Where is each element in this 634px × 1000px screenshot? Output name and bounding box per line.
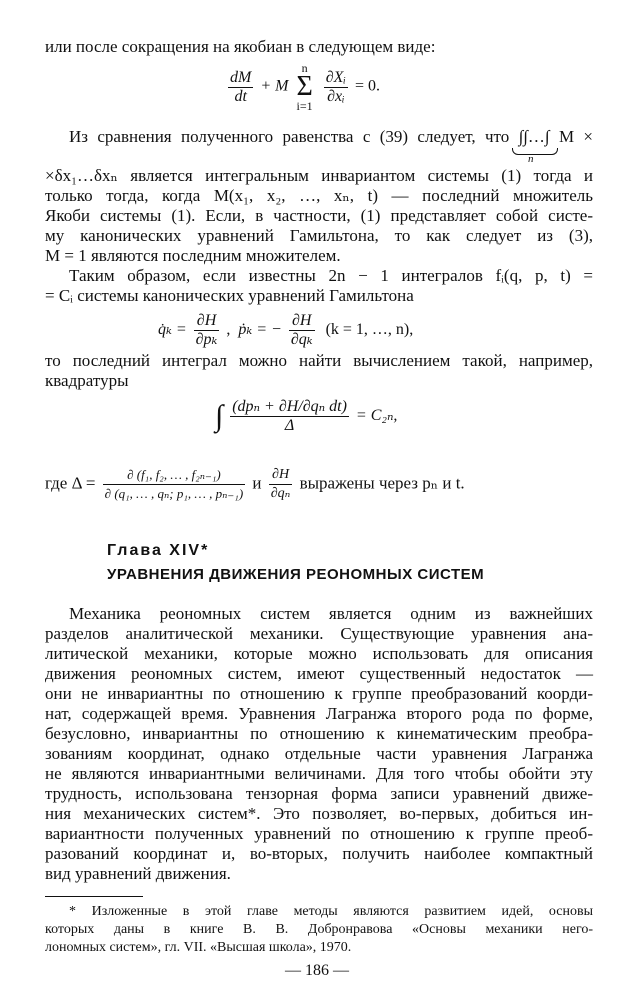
footnote-line: которых даны в книге В. В. Добронравова «Основы механики него- (45, 922, 593, 937)
brace-label: n (528, 153, 534, 165)
footnote-line: лономных систем», гл. VII. «Высшая школа», 1970. (45, 940, 352, 955)
text-line: нат, содержащей время. Уравнения Лагранжа второго рода по форме, (45, 704, 593, 723)
eq-term: ṗₖ = − (238, 321, 282, 339)
footnote-rule (45, 896, 143, 897)
eq-term: где Δ = (45, 473, 96, 493)
footnote-line: * Изложенные в этой главе методы являются развитием идей, основы (69, 904, 593, 919)
text-line: ния механических систем*. Это позволяет, во-первых, добиться ин- (45, 804, 593, 823)
text-line: Из сравнения полученного равенства с (39) следует, что ∫∫…∫ M × (69, 127, 593, 146)
equation-2 (158, 312, 413, 349)
text-line: вид уравнений движения. (45, 864, 231, 883)
equation-3 (215, 398, 397, 435)
text-line: разделов аналитической механики. Существующие уравнения ана- (45, 624, 593, 643)
eq-rhs: = 0. (354, 77, 380, 95)
chapter-label: Глава XIV* (107, 542, 210, 559)
eq-term: и (252, 473, 262, 493)
text-line: Механика реономных систем является одним из важнейших (69, 604, 593, 623)
text-line: зованиям координат, однако отдельные части уравнения Лагранжа (45, 744, 593, 763)
equation-4 (45, 466, 465, 503)
fraction: $\frac{\text{∂Xᵢ}}{\text{∂xᵢ}}$ (325, 68, 346, 105)
text-line: Якоби системы (1). Если, в частности, (1) представляет собой систе- (45, 206, 593, 225)
text-line: му канонических уравнений Гамильтона, то как следует из (3), (45, 226, 593, 245)
fraction: $\frac{\text{(dpₙ + ∂H/∂qₙ dt)}}{\Delta}$ (232, 398, 347, 434)
text-line: M = 1 являются последним множителем. (45, 246, 341, 265)
text-line: трудность, использована тензорная форма записи уравнений движе- (45, 784, 593, 803)
text-line: то последний интеграл можно найти вычислением такой, например, (45, 351, 593, 370)
text-line: не являются инвариантными величинами. Для того чтобы обойти эту (45, 764, 593, 783)
eq-term: выражены через pₙ и t. (299, 473, 465, 493)
eq-rhs: = C₂ₙ, (355, 407, 398, 425)
fraction: $\frac{\partial H}{\text{∂qₖ}}$ (290, 312, 313, 348)
text-line: Таким образом, если известны 2n − 1 интегралов fᵢ(q, p, t) = (69, 266, 593, 285)
fraction: $\frac{\partial H}{\text{∂pₖ}}$ (195, 312, 218, 348)
text-line: безусловно, инвариантны по отношению к кинематическим преобра- (45, 724, 593, 743)
text-line: = Cᵢ системы канонических уравнений Гамильтона (45, 286, 414, 305)
fraction: $\frac{\partial H}{\text{∂qₙ}}$ (270, 467, 291, 501)
fraction: $\frac{\text{∂ (f₁, f₂, … , f₂ₙ₋₁)}}{\text{∂ (q₁, … , qₙ; p₁, … , pₙ₋₁)}}$ (104, 467, 244, 501)
text-line: литической механики, которые можно использовать для описания (45, 644, 593, 663)
eq-term: q̇ₖ = (158, 321, 187, 339)
chapter-title: УРАВНЕНИЯ ДВИЖЕНИЯ РЕОНОМНЫХ СИСТЕМ (107, 566, 485, 583)
eq-term: (k = 1, …, n), (325, 321, 414, 339)
text-line: или после сокращения на якобиан в следующем виде: (45, 37, 436, 56)
fraction: $\frac{dM}{dt}$ (230, 68, 252, 105)
eq-sep: , (226, 321, 231, 339)
text-line: ×δx₁…δxₙ является интегральным инвариантом системы (1) тогда и (45, 166, 593, 185)
text-line: квадратуры (45, 371, 129, 390)
text-line: они не инвариантны по отношению к группе преобразований коорди- (45, 684, 593, 703)
sum-operator: n Σ i=1 (296, 61, 313, 113)
text-line: движения реономных систем, имеют существенный недостаток — (45, 664, 593, 683)
eq-term: + M (260, 77, 289, 95)
integral-sign: ∫ (215, 399, 224, 433)
text-line: вариантности полученных уравнений по отношению к группе преоб- (45, 824, 593, 843)
text-line: разований координат и, во-вторых, получить наиболее компактный (45, 844, 593, 863)
underbrace (512, 148, 558, 155)
equation-1 (225, 62, 380, 112)
text-line: только тогда, когда M(x₁, x₂, …, xₙ, t) — последний множитель (45, 186, 593, 205)
page-number: — 186 — (285, 962, 349, 979)
